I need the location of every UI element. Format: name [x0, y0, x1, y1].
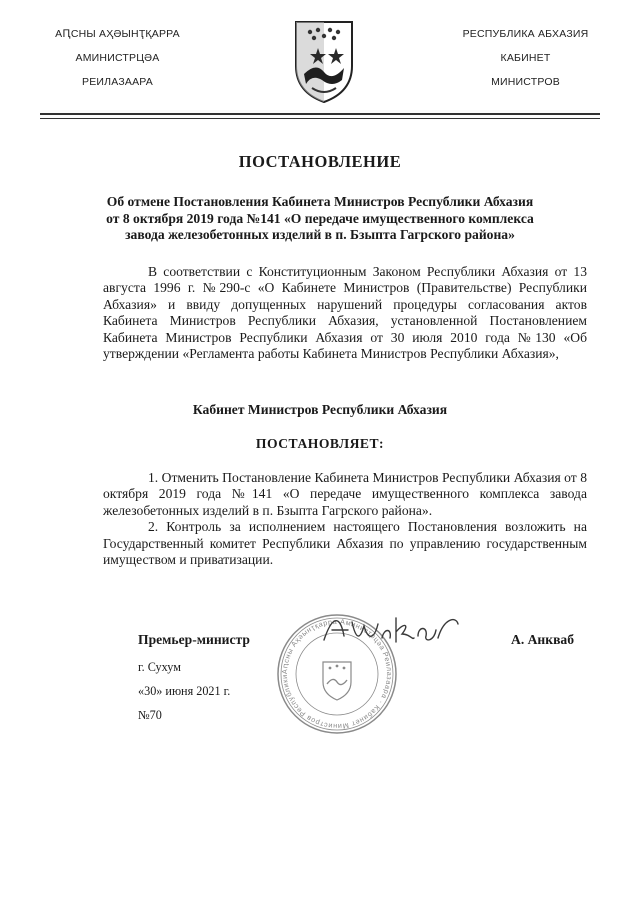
issue-place: г. Сухум — [138, 660, 181, 674]
resolution-items — [103, 470, 587, 568]
header-left-line-3: РЕИЛАЗААРА — [82, 76, 153, 88]
document-subtitle — [95, 194, 545, 244]
signatory-position: Премьер-министр — [138, 632, 250, 647]
header-rule-thin — [40, 118, 600, 119]
header-right-line-2: КАБИНЕТ — [500, 52, 551, 64]
resolves-heading: ПОСТАНОВЛЯЕТ: — [255, 436, 385, 451]
resolution-item: 2. Контроль за исполнением настоящего Постановления возложить на Государственный комитет Республики Абхазия по управлению государственным имуществом и приватизации. — [103, 519, 587, 568]
preamble-text: В соответствии с Конституционным Законом Республики Абхазия от 13 августа 1996 г. №290-с «О Кабинете Министров (Правительстве) Республики Абхазия» и ввиду допущенных нарушений процедуры согласования актов Кабинета Министров Республики Абхазия, установленной Постановлением Кабинета Министров Республики Абхазия от 30 июля 2010 года №130 «Об утверждении «Регламента работы Кабинета Министров Республики Абхазия», — [103, 264, 587, 362]
subtitle-line-2: от 8 октября 2019 года №141 «О передаче имущественного комплекса — [106, 210, 534, 226]
resolution-item: 1. Отменить Постановление Кабинета Министров Республики Абхазия от 8 октября 2019 года №141 «О передаче имущественного комплекса завода железобетонных изделий в п. Бзыпта Гагрского района». — [103, 470, 587, 518]
subtitle-line-1: Об отмене Постановления Кабинета Министров Республики Абхазия — [106, 194, 534, 209]
stamp-text: Аԥсны Аҳәынҭқарра Аминистрцәа Реилазаара · Кабинет Министров Республики — [279, 616, 395, 732]
header-right-line-1: РЕСПУБЛИКА АБХАЗИЯ — [462, 28, 589, 40]
emblem-icon — [292, 18, 356, 104]
handwritten-signature — [318, 612, 463, 652]
header-left — [40, 28, 195, 100]
subtitle-line-3: завода железобетонных изделий в п. Бзыпта Гагрского района» — [125, 227, 515, 242]
document-title: ПОСТАНОВЛЕНИЕ — [238, 152, 402, 171]
issuer: Кабинет Министров Республики Абхазия — [192, 402, 448, 417]
header-left-line-2: АМИНИСТРЦӘА — [75, 52, 160, 64]
signatory-name: А. Анкваб — [511, 632, 575, 647]
header-right-line-3: МИНИСТРОВ — [491, 76, 560, 88]
issue-date: «30» июня 2021 г. — [138, 684, 231, 698]
header-left-line-1: АԤСНЫ АҲӘЫНҬҚАРРА — [55, 28, 180, 40]
header-rule-thick — [40, 113, 600, 115]
document-number: №70 — [138, 708, 162, 722]
preamble — [103, 264, 587, 362]
header-right — [448, 28, 603, 100]
